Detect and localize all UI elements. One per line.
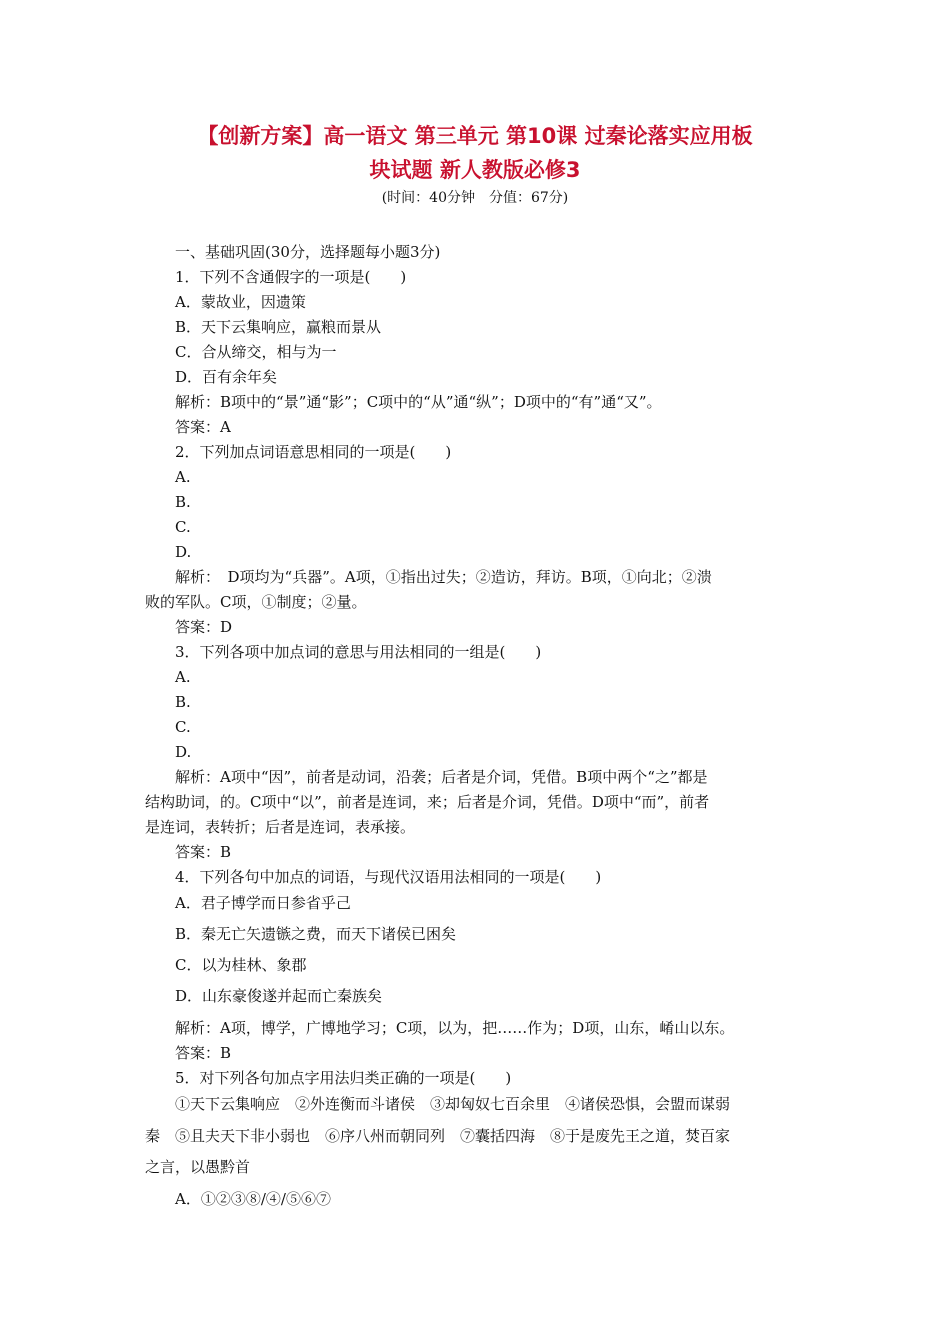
question-4-option-c: C．以为桂林、象郡 (175, 956, 307, 974)
question-2-answer: 答案：D (175, 618, 233, 636)
question-2-analysis: 解析： D项均为“兵器”。A项，①指出过失；②造访，拜访。B项，①向北；②溃 (175, 568, 712, 586)
question-3-analysis: 解析：A项中“因”，前者是动词，沿袭；后者是介词，凭借。B项中两个“之”都是 (175, 768, 708, 786)
question-2-option-a: A. (175, 468, 191, 486)
document-subtitle: (时间：40分钟 分值：67分) (381, 190, 569, 206)
question-3-option-d: D. (175, 743, 192, 761)
question-3-option-b: B. (175, 693, 191, 711)
question-5-option-a: A．①②③⑧/④/⑤⑥⑦ (175, 1190, 331, 1208)
question-3-analysis-cont-1: 结构助词，的。C项中“以”，前者是连词，来；后者是介词，凭借。D项中“而”，前者 (145, 793, 710, 811)
question-3-option-c: C. (175, 718, 191, 736)
question-1-option-c: C．合从缔交，相与为一 (175, 343, 337, 361)
question-3-analysis-cont-2: 是连词，表转折；后者是连词，表承接。 (145, 818, 416, 836)
question-1-stem: 1．下列不含通假字的一项是( ) (175, 268, 407, 286)
question-3-stem: 3．下列各项中加点词的意思与用法相同的一组是( ) (175, 643, 542, 661)
question-4-analysis: 解析：A项，博学，广博地学习；C项，以为，把……作为；D项，山东，崤山以东。 (175, 1019, 735, 1037)
question-2-stem: 2．下列加点词语意思相同的一项是( ) (175, 443, 452, 461)
question-1-option-a: A．蒙故业，因遗策 (175, 293, 306, 311)
question-1-answer: 答案：A (175, 418, 231, 436)
question-5-sentences-2: 秦 ⑤且夫天下非小弱也 ⑥序八州而朝同列 ⑦囊括四海 ⑧于是废先王之道，焚百家 (145, 1127, 731, 1145)
question-5-sentences-1: ①天下云集响应 ②外连衡而斗诸侯 ③却匈奴七百余里 ④诸侯恐惧，会盟而谋弱 (175, 1095, 731, 1113)
question-4-answer: 答案：B (175, 1044, 232, 1062)
question-4-option-d: D．山东豪俊遂并起而亡秦族矣 (175, 987, 383, 1005)
question-2-analysis-cont: 败的军队。C项，①制度；②量。 (145, 593, 367, 611)
question-2-option-c: C. (175, 518, 191, 536)
question-3-option-a: A. (175, 668, 191, 686)
question-3-answer: 答案：B (175, 843, 232, 861)
question-2-option-d: D. (175, 543, 192, 561)
section-heading: 一、基础巩固(30分，选择题每小题3分) (175, 243, 441, 261)
question-4-option-a: A．君子博学而日参省乎己 (175, 894, 351, 912)
question-1-option-b: B．天下云集响应，赢粮而景从 (175, 318, 382, 336)
question-1-analysis: 解析：B项中的“景”通“影”；C项中的“从”通“纵”；D项中的“有”通“又”。 (175, 393, 662, 411)
question-4-option-b: B．秦无亡矢遗镞之费，而天下诸侯已困矣 (175, 925, 457, 943)
question-5-sentences-3: 之言，以愚黔首 (145, 1158, 251, 1176)
question-5-stem: 5．对下列各句加点字用法归类正确的一项是( ) (175, 1069, 512, 1087)
document-title-line-2: 块试题 新人教版必修3 (369, 158, 581, 182)
question-1-option-d: D．百有余年矣 (175, 368, 278, 386)
question-2-option-b: B. (175, 493, 191, 511)
question-4-stem: 4．下列各句中加点的词语，与现代汉语用法相同的一项是( ) (175, 868, 602, 886)
document-title-line-1: 【创新方案】高一语文 第三单元 第10课 过秦论落实应用板 (197, 124, 753, 148)
